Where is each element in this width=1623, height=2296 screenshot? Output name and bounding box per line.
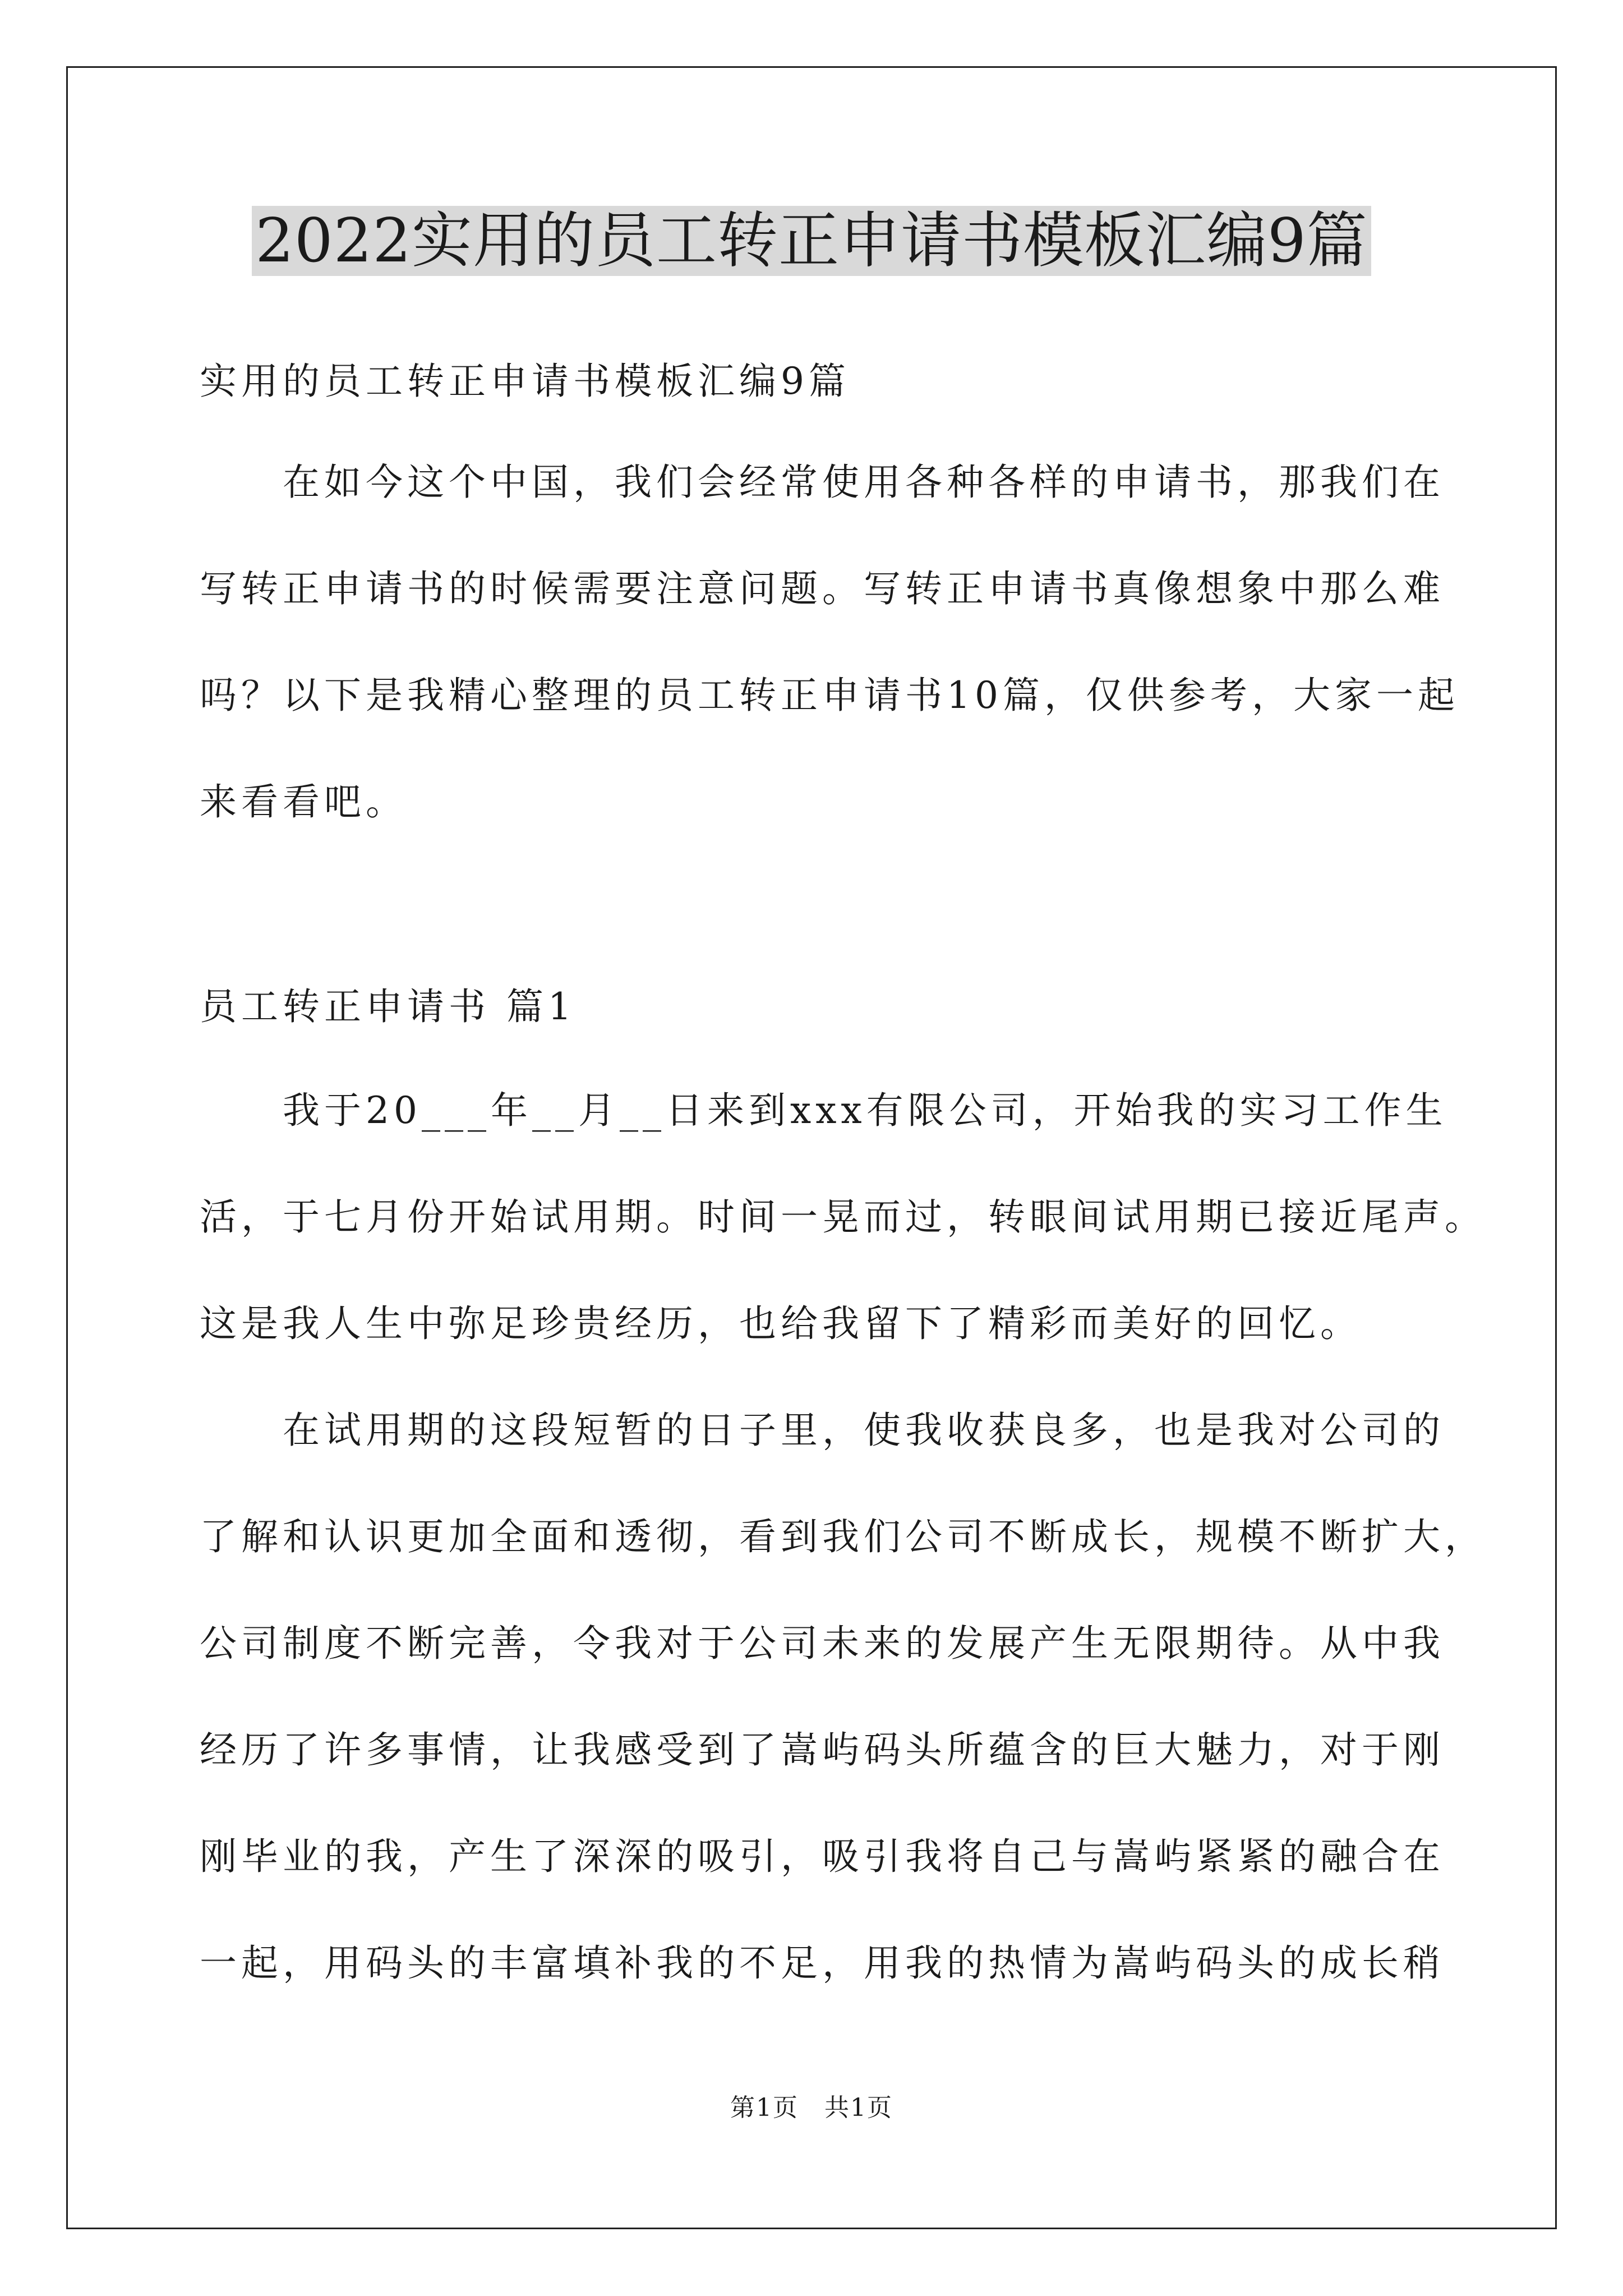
body-line: 了解和认识更加全面和透彻，看到我们公司不断成长，规模不断扩大， <box>200 1515 1486 1558</box>
intro-line: 写转正申请书的时候需要注意问题。写转正申请书真像想象中那么难 <box>200 567 1445 610</box>
intro-line: 来看看吧。 <box>200 780 407 823</box>
body-line: 在试用期的这段短暂的日子里，使我收获良多，也是我对公司的 <box>283 1409 1445 1452</box>
body-line: 这是我人生中弥足珍贵经历，也给我留下了精彩而美好的回忆。 <box>200 1302 1362 1345</box>
body-line: 我于20___年__月__日来到xxx有限公司，开始我的实习工作生 <box>283 1089 1447 1132</box>
subtitle: 实用的员工转正申请书模板汇编9篇 <box>200 360 850 403</box>
intro-line: 在如今这个中国，我们会经常使用各种各样的申请书，那我们在 <box>283 461 1445 504</box>
body-line: 活，于七月份开始试用期。时间一晃而过，转眼间试用期已接近尾声。 <box>200 1195 1486 1239</box>
body-line: 一起，用码头的丰富填补我的不足，用我的热情为嵩屿码头的成长稍 <box>200 1941 1445 1985</box>
intro-line: 吗？以下是我精心整理的员工转正申请书10篇，仅供参考，大家一起 <box>200 674 1459 717</box>
section-heading: 员工转正申请书 篇1 <box>200 985 576 1028</box>
body-line: 公司制度不断完善，令我对于公司未来的发展产生无限期待。从中我 <box>200 1622 1445 1665</box>
title-text: 2022实用的员工转正申请书模板汇编9篇 <box>252 206 1371 276</box>
body-line: 经历了许多事情，让我感受到了嵩屿码头所蕴含的巨大魅力，对于刚 <box>200 1728 1445 1772</box>
document-title <box>0 199 1623 283</box>
body-line: 刚毕业的我，产生了深深的吸引，吸引我将自己与嵩屿紧紧的融合在 <box>200 1835 1445 1878</box>
page-number: 第1页 共1页 <box>730 2093 893 2122</box>
